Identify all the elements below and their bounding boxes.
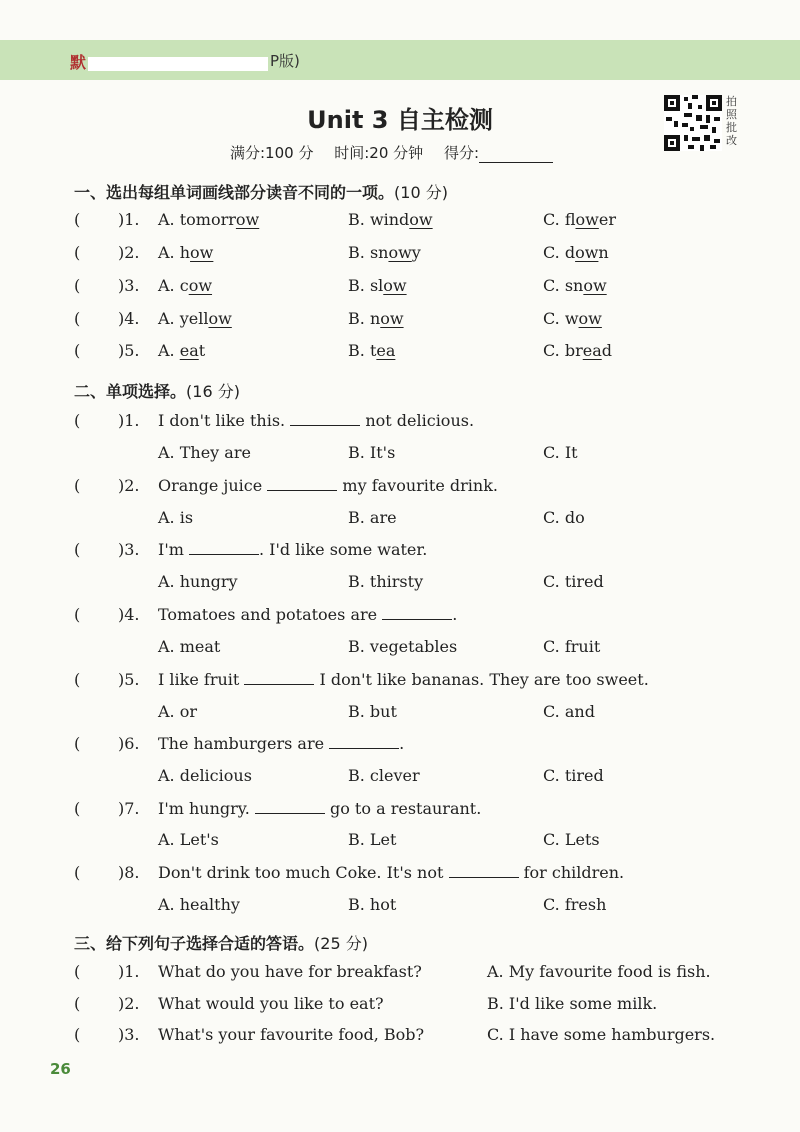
option-a: A. They are	[158, 443, 251, 462]
option-b: B. tea	[348, 341, 396, 360]
question-row	[0, 799, 800, 823]
question-text: Don't drink too much Coke. It's not for children.	[158, 863, 625, 882]
answer-paren[interactable]: (	[74, 243, 81, 262]
option-c: C. fresh	[543, 895, 607, 914]
full-score: 满分:100 分	[230, 144, 314, 162]
item-number: )3.	[118, 276, 140, 295]
match-row	[0, 962, 800, 986]
answer-paren[interactable]: (	[74, 962, 81, 981]
option-c: C. do	[543, 508, 585, 527]
options-row	[0, 895, 800, 919]
answer-paren[interactable]: (	[74, 540, 81, 559]
option-b: B. but	[348, 702, 397, 721]
fill-blank[interactable]	[449, 863, 519, 878]
question-text: I'm . I'd like some water.	[158, 540, 428, 559]
option-a: A. healthy	[158, 895, 240, 914]
match-row	[0, 994, 800, 1018]
question-text: Tomatoes and potatoes are .	[158, 605, 458, 624]
section2-heading: 二、单项选择。(16 分)	[74, 382, 240, 401]
time-limit: 时间:20 分钟	[334, 144, 424, 162]
fill-blank[interactable]	[244, 670, 314, 685]
item-number: )4.	[118, 605, 140, 624]
option-c: C. tired	[543, 766, 604, 785]
answer-paren[interactable]: (	[74, 210, 81, 229]
section1-row	[0, 276, 800, 300]
answer-paren[interactable]: (	[74, 605, 81, 624]
option-b: B. hot	[348, 895, 397, 914]
section1-row	[0, 210, 800, 234]
question-text: I'm hungry. go to a restaurant.	[158, 799, 482, 818]
item-number: )1.	[118, 411, 140, 430]
question-row	[0, 411, 800, 435]
page-number: 26	[50, 1060, 71, 1078]
fill-blank[interactable]	[382, 605, 452, 620]
answer-option: B. I'd like some milk.	[487, 994, 658, 1013]
question-text: The hamburgers are .	[158, 734, 405, 753]
option-a: A. is	[158, 508, 194, 527]
option-c: C. snow	[543, 276, 607, 295]
item-number: )5.	[118, 341, 140, 360]
answer-paren[interactable]: (	[74, 799, 81, 818]
answer-option: A. My favourite food is fish.	[487, 962, 711, 981]
answer-paren[interactable]: (	[74, 670, 81, 689]
options-row	[0, 830, 800, 854]
option-b: B. Let	[348, 830, 397, 849]
item-number: )3.	[118, 1025, 140, 1044]
answer-paren[interactable]: (	[74, 276, 81, 295]
option-b: B. It's	[348, 443, 396, 462]
option-a: A. Let's	[158, 830, 219, 849]
fill-blank[interactable]	[290, 411, 360, 426]
option-c: C. bread	[543, 341, 612, 360]
option-c: C. Lets	[543, 830, 600, 849]
answer-paren[interactable]: (	[74, 411, 81, 430]
qr-caption: 拍照批改	[726, 95, 737, 147]
option-a: A. or	[158, 702, 198, 721]
answer-option: C. I have some hamburgers.	[487, 1025, 716, 1044]
qr-code-icon[interactable]	[664, 95, 722, 151]
match-row	[0, 1025, 800, 1049]
score-line	[230, 142, 553, 163]
question-text: I like fruit I don't like bananas. They are too sweet.	[158, 670, 649, 689]
header-banner	[0, 40, 800, 80]
option-c: C. tired	[543, 572, 604, 591]
question-text: What do you have for breakfast?	[158, 962, 422, 981]
option-c: C. and	[543, 702, 595, 721]
item-number: )2.	[118, 476, 140, 495]
question-row	[0, 605, 800, 629]
answer-paren[interactable]: (	[74, 1025, 81, 1044]
option-a: A. tomorrow	[158, 210, 260, 229]
page-title: Unit 3 自主检测	[307, 106, 493, 134]
section1-heading: 一、选出每组单词画线部分读音不同的一项。(10 分)	[74, 183, 448, 202]
banner-left-text: 默	[70, 50, 270, 73]
options-row	[0, 572, 800, 596]
section1-row	[0, 309, 800, 333]
option-a: A. meat	[158, 637, 221, 656]
options-row	[0, 443, 800, 467]
score-label: 得分:	[443, 144, 479, 162]
option-a: A. delicious	[158, 766, 252, 785]
fill-blank[interactable]	[189, 540, 259, 555]
section1-row	[0, 341, 800, 365]
question-row	[0, 670, 800, 694]
item-number: )2.	[118, 994, 140, 1013]
option-b: B. slow	[348, 276, 407, 295]
answer-paren[interactable]: (	[74, 734, 81, 753]
option-a: A. yellow	[158, 309, 232, 328]
option-c: C. It	[543, 443, 578, 462]
options-row	[0, 637, 800, 661]
item-number: )5.	[118, 670, 140, 689]
question-text: I don't like this. not delicious.	[158, 411, 475, 430]
option-b: B. now	[348, 309, 404, 328]
question-text: What would you like to eat?	[158, 994, 384, 1013]
section3-heading: 三、给下列句子选择合适的答语。(25 分)	[74, 934, 368, 953]
options-row	[0, 508, 800, 532]
option-b: B. snowy	[348, 243, 421, 262]
option-b: B. vegetables	[348, 637, 458, 656]
answer-paren[interactable]: (	[74, 341, 81, 360]
fill-blank[interactable]	[255, 799, 325, 814]
question-row	[0, 863, 800, 887]
option-c: C. fruit	[543, 637, 601, 656]
option-b: B. thirsty	[348, 572, 424, 591]
option-b: B. clever	[348, 766, 420, 785]
score-blank[interactable]	[479, 148, 553, 163]
answer-paren[interactable]: (	[74, 476, 81, 495]
question-row	[0, 734, 800, 758]
options-row	[0, 766, 800, 790]
options-row	[0, 702, 800, 726]
item-number: )3.	[118, 540, 140, 559]
item-number: )8.	[118, 863, 140, 882]
option-c: C. down	[543, 243, 609, 262]
item-number: )7.	[118, 799, 140, 818]
item-number: )6.	[118, 734, 140, 753]
option-a: A. hungry	[158, 572, 238, 591]
item-number: )2.	[118, 243, 140, 262]
answer-paren[interactable]: (	[74, 309, 81, 328]
question-text: Orange juice my favourite drink.	[158, 476, 498, 495]
option-a: A. cow	[158, 276, 213, 295]
option-b: B. window	[348, 210, 433, 229]
option-a: A. eat	[158, 341, 206, 360]
question-row	[0, 476, 800, 500]
fill-blank[interactable]	[267, 476, 337, 491]
answer-paren[interactable]: (	[74, 863, 81, 882]
option-c: C. wow	[543, 309, 602, 328]
answer-paren[interactable]: (	[74, 994, 81, 1013]
item-number: )1.	[118, 210, 140, 229]
option-b: B. are	[348, 508, 397, 527]
section1-row	[0, 243, 800, 267]
item-number: )1.	[118, 962, 140, 981]
option-c: C. flower	[543, 210, 616, 229]
question-row	[0, 540, 800, 564]
question-text: What's your favourite food, Bob?	[158, 1025, 425, 1044]
fill-blank[interactable]	[329, 734, 399, 749]
banner-right-text: P版)	[270, 52, 300, 70]
item-number: )4.	[118, 309, 140, 328]
option-a: A. how	[158, 243, 214, 262]
